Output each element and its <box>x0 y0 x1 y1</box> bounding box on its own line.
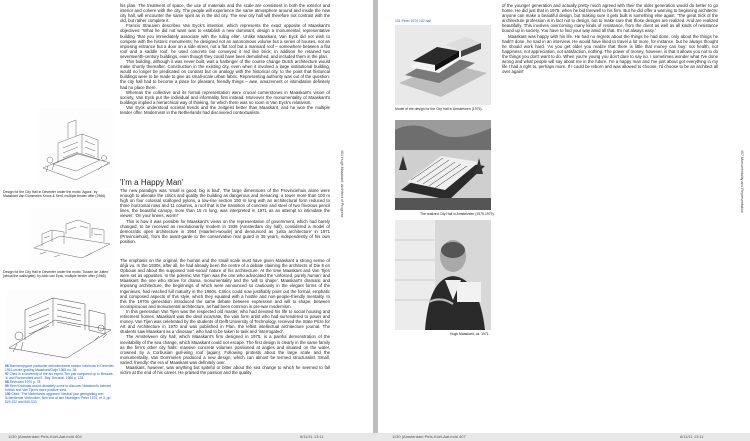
footnotes-block <box>5 364 115 404</box>
paragraph: Whereas the collective and its formal representation were crucial cornerstones in Maaskant's vision of society, Van Eyck put the individual and informality first instead. Moreover the monumentality of Maaskant's buildings implied a hierarchical way of thinking, for which there was no room in Van Eyck's relativism. <box>120 89 330 105</box>
built-caption: The realized City Hall in Amstelveen (1975-1979). <box>420 212 495 216</box>
built-photo-image <box>395 120 491 210</box>
paragraph: Van Eyck understood societal trends and the zeitgeist better than Maaskant, and he won the multiple tender offer. Modernism in the Netherlands had discovered contextualism. <box>120 104 330 115</box>
paragraph: of the younger generation and actually pretty much agreed with their the older generation would do better to go home. He did just that in 1975, when he bid farewell to his firm. But he did offer a warning to beginning architects: anyone can make a beautiful design, but making sure it gets built is something else again: 'The great trick of the architecture profession is in fact not to design, but to make sure that those designs are realized. And are realized beautifully. This involves overcoming many kinds of resistance, from the client as well as all kinds of resistance bound up in society. You have to find your way amid all that. It's not always easy.' <box>502 3 718 34</box>
paragraph: his plan. The treatment of space, the use of materials and the scale are consistent in both the exterior and interior and cohere with the city. The people will experience the same atmosphere around and inside the new city hall, will encounter the same spirit as in the old city. The new city hall will therefore not contrast with the old, but rather complete it. <box>120 3 330 24</box>
van-eyck-caption: Design for the City Hall in Deventer under the motto 'Tussen de Jutten' (about the walls/gate), by Aldo van Eyck, multiple tender offer (1966). <box>3 270 109 278</box>
right-body <box>502 3 718 74</box>
model-photo <box>395 25 491 105</box>
street-sketch-drawing <box>5 290 115 362</box>
van-eyck-sketch-drawing <box>30 208 114 268</box>
model-caption: Model of the design for the City Hall in Amstelveen (1975). <box>395 107 483 111</box>
footer-file-right: 1130 (Amsterdam Pets-Koel-Aat.indd 407 <box>392 434 466 439</box>
paragraph: Maaskant was happy with his life. He had no regrets about the things he had done, only about the things he hadn't done, he said in an interview. He would have liked to travel a lot more, for instance, but he always thought he should work hard. 'As you get older you realize that there is little that money can buy: not health, not happiness, not appreciation, not satisfaction, nothing. The power of money, however, is that it allows you not to do the things you don't want to do. When you're young you don't dare to say no. I sometimes wonder what I've done wrong and what people will say about me in the future. I'm a happy man and I've just about got everything in my life I had a right to, perhaps more. If I could be reborn and was allowed to choose, I'd choose to be an architect all over again!' <box>502 33 719 75</box>
paragraph: This building, although it was never built, was a harbinger of the course change Dutch architecture would make shortly thereafter. Construction in the existing city, even when it involved a large institutional building, would no longer be predicated on contrast but on analogy with the historical city, to the point that historical buildings were to be made to give as small-scale urban fabric. Representing authority was out of the question: the city hall had to become a place for pleasant, friendly things – awe, amazement or intimidation definitely had no place there. <box>120 59 330 90</box>
left-body-mid <box>120 188 330 244</box>
agora-sketch-drawing <box>38 108 114 188</box>
paragraph: The Amstelveen city hall, which Maaskant's firm designed in 1975, is a painful demonstration of the inevitability of the sea change, which Maaskant could not escape. The first design is clearly in the same family as the firm's other city halls: massive concrete volumes positioned at angles and situated on the water, crowned by a Corbusian gull-wing roof (again). Following protests about the large scale and the monumentality, Van Dommelen produced a new design, which can almost be termed structuralist. Small, varied, friendly: the era of Maaskant was definitely over. <box>120 334 330 365</box>
footnote: 98 Revisions 1970 p. 78. <box>5 380 42 384</box>
model-photo-image <box>395 25 491 105</box>
footnote: 99 Rem Koolhaas would ultimately come to discover Maaskant's tolerant fuhrish and Van Tijen's more positive view. <box>5 384 111 392</box>
paragraph: Maaskant, however, was anything but spiteful or bitter about the sea change to which he seemed to fall victim at the end of his career. He praised the passion and the quality <box>120 364 330 376</box>
portrait-caption: Hugh Maaskant, ca. 1971. <box>450 332 490 336</box>
van-eyck-sketch-image <box>30 208 114 268</box>
running-head-right: 407 Monumentality and Representation <box>740 150 744 213</box>
footnote: 96 Mannenopgave particulier dekrokenbeest manier huishouw in Deventer, 1961-onzee grading Maaskant/Duijn 1965 no. 36. <box>5 364 115 372</box>
photo-credit-line: 101 Penn 1970 102 hall <box>395 19 431 23</box>
footer-bar <box>0 433 750 441</box>
left-body-top <box>120 3 330 115</box>
right-page <box>378 0 750 433</box>
section-heading: 'I'm a Happy Man' <box>120 178 184 187</box>
paragraph: This is how it was possible for Maaskant's views on the representation of government, which had barely changed, to be received as revolutionarily modern in 1936 (Amsterdam city hall), considered a model of democratic open architecture in 1964 (Haarlem-woude) and denounced as 'junta architecture' in 1971 (Provinciehuis), from the avant-garde to the conservative rear guard in 35 years, independently of his own position. <box>120 218 330 244</box>
footer-date-right: 8/11/11 13:11 <box>680 434 704 439</box>
portrait-photo-image <box>395 220 491 330</box>
paragraph: In this generation Van Tijen was the respected old master, who had devoted his life to social housing and retirement homes. Maaskant was the devil incarnate, the vain form artist who had surrendered to power and money. Van Tijen was celebrated by the students of Delft University of Technology, received the State Prize for Art and Architecture in 1970 and was published in Plan, the leftist intellectual architecture journal. The students saw Maaskant as a 'dinosaur', who had to be taken to task and 'interrogated'. <box>120 308 330 335</box>
paragraph: Francis Strauven describes Van Eyck's intention, which represents the exact opposite of Maaskant's objectives: 'What he did not want was to establish a new dominant, design a monumental, representative building 'that you immediately associate with the ruling elite'. Unlike Maaskant, Van Eyck did not wish to compete with the historic monuments; he designed not an autonomous volume but a series of houses, not an imposing entrance but a door on a side street, not a flat roof but a mansard roof – somewhere between a flat roof and a saddle roof; he used concrete but conveyed it red like brick; in addition he retained two seventeenth-century buildings, even though they could have been demolished, and included them in the plan. <box>120 23 330 59</box>
left-page <box>0 0 373 433</box>
portrait-photo <box>395 220 491 330</box>
paragraph: The new paradigm was 'small is good, big is bad'. The large dimensions of the Provinciehuis alone were enough to alienate the critics and quality the building as dangerous and menacing: a tower more than 100 m high on four colossal scalloped pylons, a low-rise section 150 m long with an architectural form reduced to three horizontal rows and 11 columns, a roof that is the transition of concrete and steel of two frivolous pencil lines, the beautiful canopy, more than 15 m long, was interpreted in 1971 as an attempt to intimidate the viewer: 'On your knees, worm!' <box>120 188 330 219</box>
footer-file-left: 1130 (Amsterdam Pets-Koel-Aat.indd 404 <box>8 434 82 439</box>
agora-caption: Design for the City Hall in Deventer under the motto 'Agora', by Maaskant Van Dommelen Kroos & Senf, multiple tender offer (1966). <box>3 190 107 198</box>
footnote: 97 Cited in a university of the arc expert 'Ten pas compared op to Bessale, 'a' and Ronnendahl and E. Bay. Decorial. 1966 p. 128. <box>5 372 114 380</box>
running-head-left: 404 Hugh Maaskant: Architect of Progress <box>340 150 344 218</box>
footer-date-left: 8/11/11 13:11 <box>300 434 324 439</box>
left-body-bottom <box>120 258 330 375</box>
footnote: 100 Cited: 'The Nederlands opgraven' Neutral' jaar gemigrating ann Schentlende Verbruiken, Neo zou at ben Nwewgen 'Peter 1976, nr 3, pp. 529-232 and 565-533. <box>5 392 112 404</box>
built-photo <box>395 120 491 210</box>
street-sketch-image <box>5 290 115 362</box>
paragraph: The emphasis on the original, the human and the small scale must have given Maaskant a strong sense of déjà vu. In the 1930s, after all, he had already been the centre of a debate claiming the architects of Die 8 en Opbouw and about the supposed 'anti-social' nature of his architecture. At the time Maaskant and Van Tijen were set as opposites. In the polemic Van Tijen was the one who advocated the 'unforced, purely human' and Maaskant the one who strove for drama, monumentality and the 'will to shape'. Maaskant's dramatic and imposing architecture, the beginnings of which were announced so cautiously in the elegant forms of the Ingenieurs, had reached full maturity in the 1960s. Critics could now justifiably point out the formal, emphatic and composed aspects of this style, which they equated with a hostile and non-people-friendly mentality. In this the 1970s generation introduced the same debate between expression and will to shape; between inconspicuous and monumental architecture, as had been common in pre-war modernism. <box>120 258 330 309</box>
agora-sketch-image <box>38 108 114 188</box>
